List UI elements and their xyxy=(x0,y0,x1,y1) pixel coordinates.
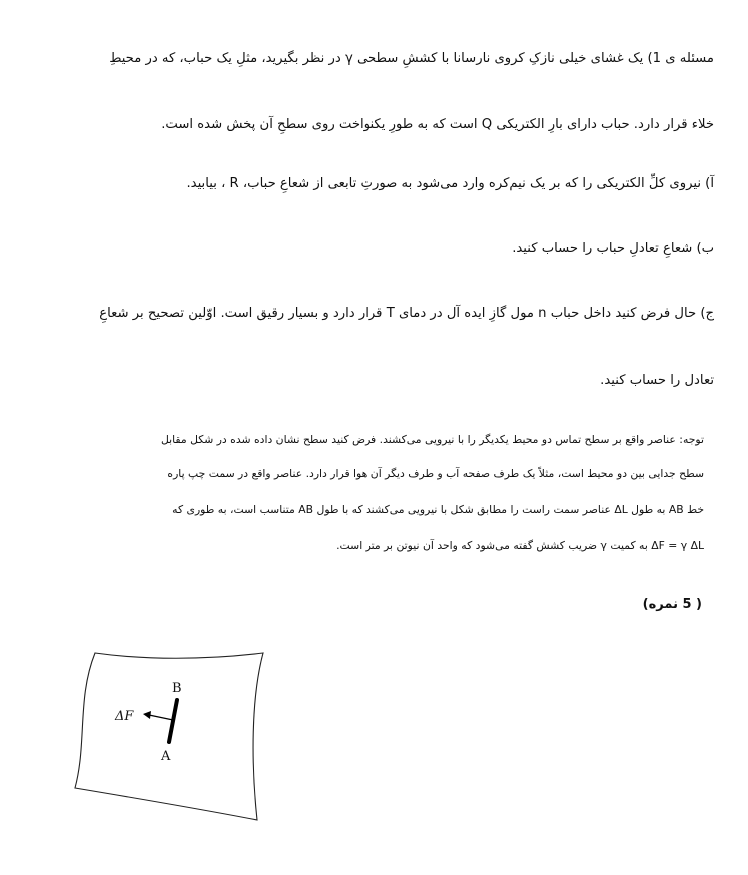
note-line-2: سطح جدایی بین دو محیط است، مثلاً یک طرف صفحه آب و طرف دیگر آن هوا قرار دارد. عناصر واقع در سمت چپ پاره xyxy=(167,467,704,480)
label-delta-f: ΔF xyxy=(115,709,134,724)
problem-line-1: مسئله ی 1) یک غشای خیلی نازکِ کروی نارسانا با کششِ سطحی γ در نظر بگیرید، مثلِ یک حباب، که در محیطِ xyxy=(109,51,714,66)
score-label: ( 5 نمره) xyxy=(642,597,702,612)
surface-figure-svg xyxy=(55,648,265,828)
force-arrowhead xyxy=(143,711,151,719)
note-line-3: خط AB به طول ΔL عناصر سمت راست را مطابق شکل با نیرویی می‌کشند که با طول AB متناسب است، به طوری که xyxy=(172,503,704,516)
label-b: B xyxy=(172,681,182,696)
surface-figure xyxy=(55,648,265,828)
part-c-question-line-2: تعادل را حساب کنید. xyxy=(600,373,714,388)
note-line-1: توجه: عناصر واقع بر سطح تماس دو محیط یکدیگر را با نیرویی می‌کشند. فرض کنید سطح نشان داده شده در شکل مقابل xyxy=(160,433,704,446)
force-arrow xyxy=(149,715,173,720)
segment-ab xyxy=(169,700,177,742)
problem-line-2: خلاء قرار دارد. حباب دارای بارِ الکتریکی Q است که به طورِ یکنواخت روی سطحِ آن پخش شده است. xyxy=(161,117,714,132)
part-a-question: آ) نیروی کلِّ الکتریکی را که بر یک نیم‌کره وارد می‌شود به صورتِ تابعی از شعاعِ حباب، R ، بیابید. xyxy=(186,176,714,191)
part-c-question-line-1: ج) حال فرض کنید داخل حباب n مول گازِ ایده آل در دمای T قرار دارد و بسیار رقیق است. اوّلین تصحیح بر شعاعِ xyxy=(99,306,714,321)
label-a: A xyxy=(161,749,171,764)
part-b-question: ب) شعاعِ تعادلِ حباب را حساب کنید. xyxy=(512,241,714,256)
note-line-4: ΔF = γ ΔL به کمیت γ ضریب کشش گفته می‌شود که واحد آن نیوتن بر متر است. xyxy=(336,539,704,552)
